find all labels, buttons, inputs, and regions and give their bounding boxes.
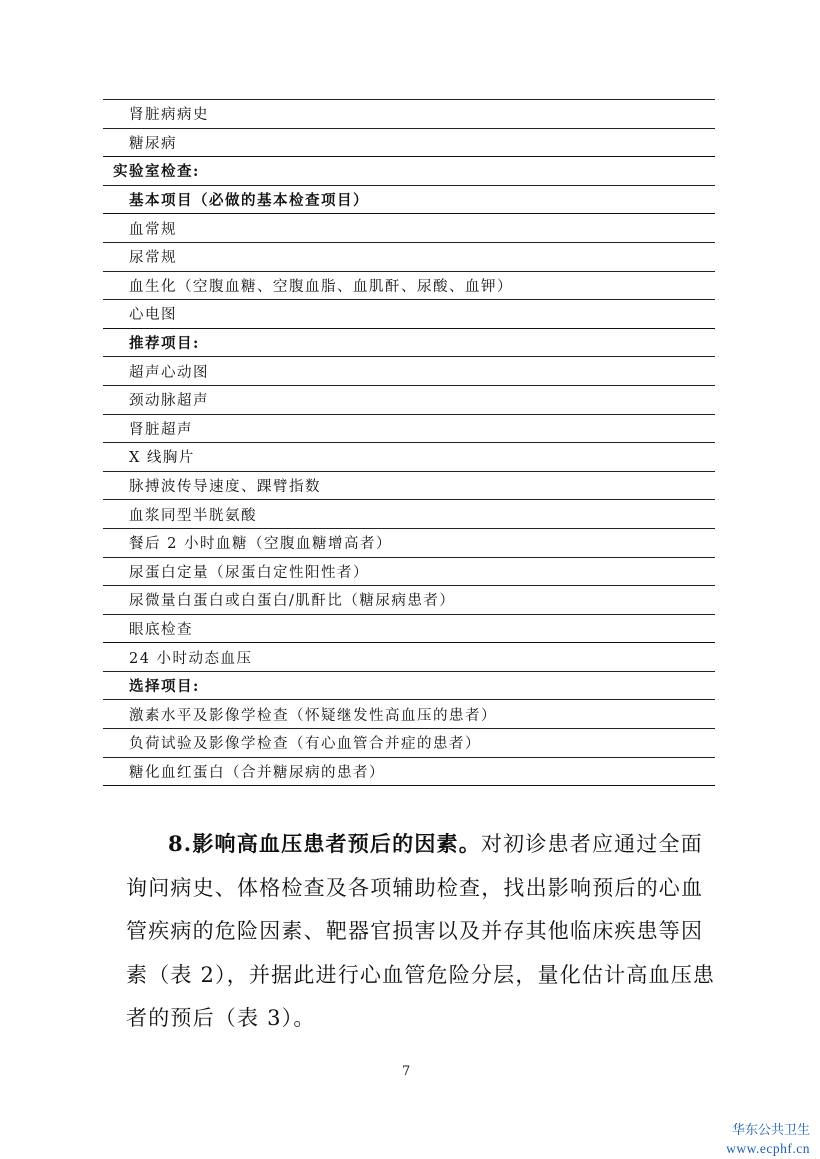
table-row (103, 214, 715, 243)
paragraph-heading: 8.影响高血压患者预后的因素。 (168, 831, 481, 856)
table-row-text: 超声心动图 (129, 364, 209, 381)
table-row-text: 尿微量白蛋白或白蛋白/肌酐比（糖尿病患者） (129, 593, 456, 610)
table-row (103, 500, 715, 529)
table-row-text: 肾脏病病史 (129, 107, 209, 124)
paragraph-line-1-text: 对初诊患者应通过全面 (480, 832, 703, 856)
watermark (726, 1122, 810, 1158)
table-row-text: 激素水平及影像学检查（怀疑继发性高血压的患者） (129, 707, 497, 724)
table-row (103, 729, 715, 758)
exam-items-table (103, 99, 715, 786)
table-section-row (103, 157, 715, 186)
table-row-text: 24 小时动态血压 (129, 650, 253, 667)
paragraph-line-5: 者的预后（表 3）。 (126, 1006, 316, 1030)
table-row-text: 负荷试验及影像学检查（有心血管合并症的患者） (129, 736, 481, 753)
table-row-text: 血常规 (129, 221, 177, 238)
table-row (103, 272, 715, 301)
table-row-text: 糖化血红蛋白（合并糖尿病的患者） (129, 764, 385, 781)
table-row (103, 586, 715, 615)
paragraph-line-3: 管疾病的危险因素、靶器官损害以及并存其他临床疾患等因 (126, 919, 704, 943)
page-number: 7 (402, 1064, 411, 1079)
table-row-text: 尿常规 (129, 250, 177, 267)
table-row-text: 血生化（空腹血糖、空腹血脂、血肌酐、尿酸、血钾） (129, 278, 513, 295)
table-section-row (103, 186, 715, 215)
table-row (103, 700, 715, 729)
table-row-text: 脉搏波传导速度、踝臂指数 (129, 479, 321, 496)
table-row (103, 472, 715, 501)
table-row (103, 100, 715, 129)
table-row (103, 615, 715, 644)
table-row (103, 129, 715, 158)
table-row (103, 558, 715, 587)
table-row-text: 尿蛋白定量（尿蛋白定性阳性者） (129, 564, 369, 581)
body-paragraph (126, 822, 720, 1041)
table-row-text: 心电图 (129, 307, 177, 324)
paragraph-line-1 (126, 822, 720, 867)
table-row (103, 758, 715, 787)
table-row (103, 643, 715, 672)
table-row (103, 386, 715, 415)
table-row-text: 实验室检查: (113, 163, 200, 181)
table-row-text: 颈动脉超声 (129, 393, 209, 410)
table-row-text: 肾脏超声 (129, 421, 193, 438)
watermark-name: 华东公共卫生 (731, 1123, 810, 1138)
table-row-text: X 线胸片 (129, 450, 195, 467)
paragraph-line-4: 素（表 2），并据此进行心血管危险分层，量化估计高血压患 (126, 962, 716, 987)
table-row (103, 300, 715, 329)
table-row (103, 529, 715, 558)
table-row (103, 243, 715, 272)
table-row-text: 眼底检查 (129, 621, 193, 638)
table-row-text: 血浆同型半胱氨酸 (129, 507, 257, 524)
table-row-text: 推荐项目: (129, 335, 200, 353)
watermark-url: www.ecphf.cn (726, 1141, 810, 1156)
table-row-text: 糖尿病 (129, 135, 177, 152)
table-section-row (103, 329, 715, 358)
table-row-text: 餐后 2 小时血糖（空腹血糖增高者） (129, 536, 392, 553)
table-row (103, 415, 715, 444)
table-row-text: 选择项目: (129, 678, 200, 696)
table-row (103, 443, 715, 472)
table-row (103, 357, 715, 386)
paragraph-line-2: 询问病史、体格检查及各项辅助检查，找出影响预后的心血 (126, 875, 704, 900)
table-section-row (103, 672, 715, 701)
table-row-text: 基本项目（必做的基本检查项目） (129, 192, 369, 210)
